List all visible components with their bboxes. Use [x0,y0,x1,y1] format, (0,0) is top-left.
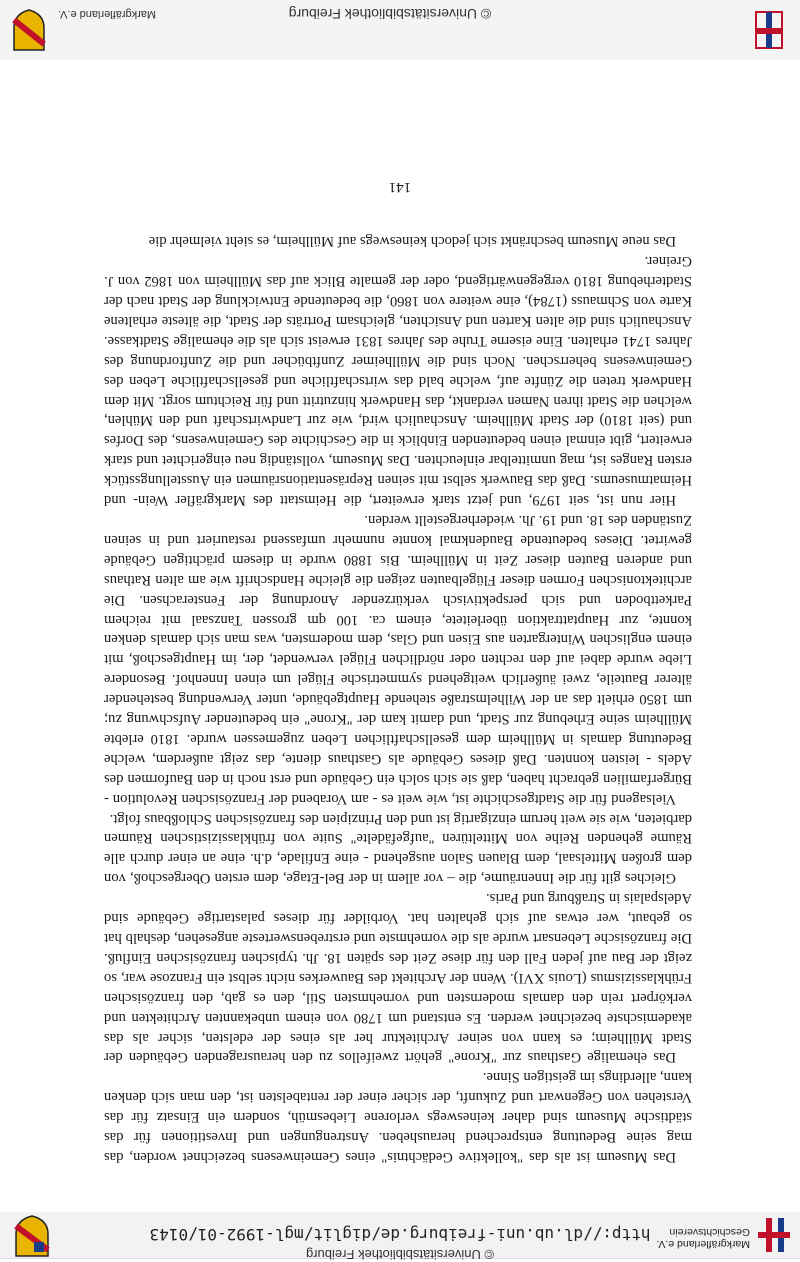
copyright-header-text: © Universitätsbibliothek Freiburg [305,1247,495,1262]
copyright-text: © Universitätsbibliothek Freiburg [288,6,492,22]
university-logo-small-icon [756,1216,792,1254]
document-body [104,230,692,1166]
paragraph: Vielsagend für die Stadtgeschichte ist, wie weit es - am Vorabend der Französischen Revolution - Bürgerfamilien gebracht haben, daß sie sich solch ein Gebäude und erst noch in den Bauformen des Adels - leisten konnten. Daß dieses Gebäude als Gasthaus diente, das zeigt außerdem, welche Bedeutung damals in Müllheim dem gesellschaftlichen Leben zugemessen wurde. 1810 erlebte Müllheim seine Erhebung zur Stadt, und damit kam der "Krone" ein bedeutender Aufschwung zu; um 1850 erhielt das an der Wilhelmstraße stehende Hauptgebäude, unter Verwendung bestehender älterer Bauteile, zwei äußerlich weitgehend symmetrische Flügel um einen Innenhof. Besondere Liebe wurde dabei auf den rechten oder nördlichen Flügel verwendet, der, im Hauptgeschoß, mit einem englischen Wintergarten aus Eisen und Glas, dem modernsten, was man sich damals denken konnte, zur Hauptattraktion überleitete, einem ca. 100 qm grossen Tanzsaal mit reichem Parkettboden und sich perspektivisch verkürzender Anordnung der Fensterachsen. Die architektonischen Formen dieser Flügelbauten zeigen die gleiche Handschrift wie am alten Rathaus und anderen Bauten dieser Zeit in Müllheim. Bis 1880 wurde in diesem prächtigen Gebäude gewirtet. Dieses bedeutende Baudenkmal konnte nunmehr umfassend restauriert und in seinen Zuständen des 18. und 19. Jh. wiederhergestellt werden. [104,512,692,807]
viewer-footer-bar [0,0,800,60]
source-url[interactable]: http://dl.ub.uni-freiburg.de/diglit/mgl-1992-01/0143 [149,1225,651,1244]
society-label: Markgräflerland e.V. Geschichtsverein [656,1226,750,1250]
paragraph: Das Museum ist als das "kollektive Gedächtnis" eines Gemeinwesens bezeichnet worden, das mag seine Bedeutung entsprechend herausheben. Anstrengungen und Investitionen für das städtische Museum sind daher keineswegs verlorene Liebesmüh, sondern ein Einsatz für das Verstehen von Gegenwart und Zukunft, der sicher einer der rentabelsten ist, den man sich denken kann, allerdings im geistigen Sinne. [104,1069,692,1165]
paragraph: Gleiches gilt für die Innenräume, die – vor allem in der Bel-Etage, dem ersten Obergeschoß, von dem großen Mittelsaal, dem Blauen Salon ausgehend - eine Enfilade, d.h. eine an einer durch alle Räume gehenden Reihe von Mitteltüren "aufgefädelte" Suite von frühklassizistischen Räumen darbieten, wie sie weit herum einzigartig ist und den Prinzipien des französischen Schloßbaus folgt. [104,810,692,887]
coat-of-arms-icon [10,8,48,54]
paragraph: Das neue Museum beschränkt sich jedoch keineswegs auf Müllheim, es sieht vielmehr die [148,233,676,250]
paragraph: Hier nun ist, seit 1979, und jetzt stark erweitert, die Heimstatt des Markgräfler Wein- und Heimatmuseums. Daß das Bauwerk selbst mit seinen Repräsentationsräumen ein Ausstellungsstück ersten Ranges ist, mag unmittelbar einleuchten. Das Museum, vollständig neu eingerichtet und stark erweitert, gibt einmal einen bedeutenden Einblick in die Geschichte des Gemeinwesens, des Dorfes und (seit 1810) der Stadt Müllheim. Anschaulich wird, wie zur Landwirtschaft und den Mühlen, welchen die Stadt ihren Namen verdankt, das Handwerk hinzutritt und für Reichtum sorgt. Mit dem Handwerk treten die Zünfte auf, welche bald das wirtschaftliche und gesellschaftliche Leben des Gemeinwesens beherrschen. Noch sind die Müllheimer Zunftbücher und die Zunftordnung des Jahres 1741 erhalten. Eine eiserne Truhe des Jahres 1831 erweist sich als die ehemalige Stadtkasse. Anschaulich sind die alten Karten und Ansichten, gleichsam Porträts der Stadt, die älteste erhaltene Karte von Schmauss (1784), eine weitere von 1860, die bedeutende Entwicklung der Stadt nach der Stadterhebung 1810 vergegenwärtigend, oder der gemalte Blick auf das Müllheim von 1862 von J. Greiner. [104,253,692,509]
page-number: 141 [388,179,412,195]
paragraph: Das ehemalige Gasthaus zur "Krone" gehört zweifellos zu den herausragenden Gebäuden der Stadt Müllheim; es kann von seiner Architektur her als eines der edelsten, sicher als das akademischste bezeichnet werden. Es entstand um 1780 von einem unbekannten Architekten und verkörpert rein den damals modernsten und vornehmsten Stil, den es gab, den französischen Frühklassizismus (Louis XVI). Wenn der Architekt des Bauwerkes nicht selbst ein Franzose war, so zeigt der Bau auf jeden Fall den für diese Zeit des späten 18. Jh. typischen französischen Einfluß. Die französische Lebensart wurde als die vornehmste und erstrebenswerteste angesehen, deshalb hat so gebaut, wer etwas auf sich gehalten hat. Vorbilder für dieses palastartige Gebäude sind Adelspalais in Straßburg und Paris. [104,890,692,1066]
viewer-header-bar [0,1212,800,1262]
society-name: Markgräflerland e.V. [58,8,157,20]
university-logo-icon [754,8,784,52]
society-coat-of-arms-icon [12,1214,52,1258]
